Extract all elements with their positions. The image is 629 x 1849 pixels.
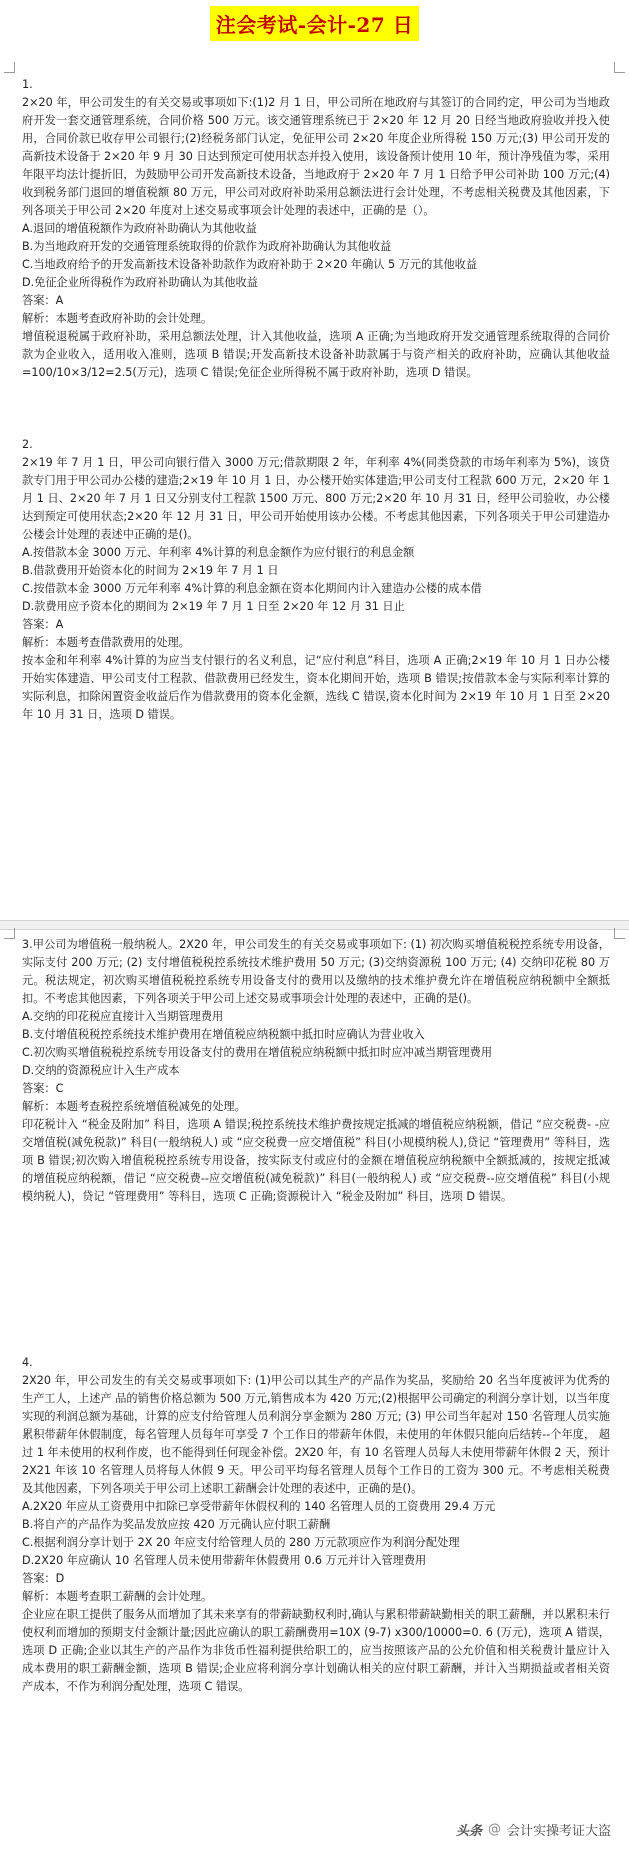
option-c: C.初次购买增值税税控系统专用设备支付的费用在增值税应纳税额中抵扣时应冲减当期管理费用 bbox=[22, 1046, 493, 1059]
analysis-title: 解析：本题考查职工薪酬的会计处理。 bbox=[22, 1590, 213, 1603]
option-b: B.将自产的产品作为奖品发放应按 420 万元确认应付职工薪酬 bbox=[22, 1518, 331, 1531]
option-a: A.退回的增值税额作为政府补助确认为其他收益 bbox=[22, 222, 257, 235]
question-stem: 2×19 年 7 月 1 日，甲公司向银行借入 3000 万元;借款期限 2 年，年利率 4%(同类贷款的市场年利率为 5%)，该贷款专门用于甲公司办公楼的建造;2×19 年 10 月 1 日，办公楼开始实体建造;甲公司支付工程款 600 万元，2×20 年 1 月 1 日、2×20 年 7 月 1 日又分别支付工程款 1500 万元、800 万元;2×20 年 10 月 31 日，经甲公司验收，办公楼达到预定可使用状态;2×20 年 12 月 31 日，甲公司开始使用该办公楼。不考虑其他因素，下列各项关于甲公司建造办公楼会计处理的表述中正确的是()。 bbox=[22, 456, 610, 541]
watermark-separator: @ bbox=[487, 1822, 501, 1837]
option-c: C.根据利润分享计划于 2X 20 年应支付给管理人员的 280 万元款项应作为利润分配处理 bbox=[22, 1536, 460, 1549]
question-number: 3. bbox=[22, 938, 33, 951]
option-b: B.借款费用开始资本化的时间为 2×19 年 7 月 1 日 bbox=[22, 564, 279, 577]
analysis-title: 解析：本题考查政府补助的会计处理。 bbox=[22, 312, 213, 325]
document-page-1 bbox=[0, 62, 629, 920]
answer: 答案：A bbox=[22, 294, 64, 307]
question-number: 4. bbox=[22, 1356, 33, 1369]
document-page-2 bbox=[0, 928, 629, 1849]
crop-mark bbox=[4, 62, 15, 73]
question-stem: 2×20 年，甲公司发生的有关交易或事项如下:(1)2 月 1 日，甲公司所在地政府与其签订的合同约定，甲公司为当地政府开发一套交通管理系统，合同价格 500 万元。该交通管理系统已于 2×20 年 12 月 20 日经当地政府验收并投入使用，合同价款已收存甲公司银行;(2)经税务部门认定，免征甲公司 2×20 年度企业所得税 150 万元;(3) 甲公司开发的高新技术设备于 2×20 年 9 月 30 日达到预定可使用状态并投入使用，该设备预计使用 10 年，预计净残值为零，采用年限平均法计提折旧，为鼓励甲公司开发高新技术设备，当地政府于 2×20 年 7 月 1 日给予甲公司补助 100 万元;(4)收到税务部门退回的增值税额 80 万元，甲公司对政府补助采用总额法进行会计处理，不考虑相关税费及其他因素，下列各项关于甲公司 2×20 年度对上述交易或事项会计处理的表述中，正确的是（）。 bbox=[22, 96, 610, 217]
question-number: 2. bbox=[22, 438, 33, 451]
analysis: 企业应在职工提供了服务从而增加了其未来享有的带薪缺勤权利时,确认与累积带薪缺勤相关的职工薪酬，并以累积未行使权利而增加的预期支付金额计量;因此应确认的职工薪酬费用=10X (9-7) x300/10000=0. 6 (万元)，选项 A 错误，选项 D 正确;企业以其生产的产品作为非货币性福利提供给职工的，应当按照该产品的公允价值和相关税费计量应计入成本费用的职工薪酬金额，选项 B 错误;企业应将利润分享计划确认相关的应付职工薪酬，并计入当期损益或者相关资产成本，不作为利润分配处理，选项 C 错误。 bbox=[22, 1608, 610, 1693]
crop-mark bbox=[4, 928, 15, 939]
question-stem: 3.甲公司为增值税一般纳税人。2X20 年，甲公司发生的有关交易或事项如下: (1) 初次购买增值税税控系统专用设备，实际支付 200 万元; (2) 支付增值税税控系统技术维护费用 50 万元; (3)交纳资源税 100 万元; (4) 交纳印花税 80 万元。税法规定，初次购买增值税税控系统专用设备支付的费用以及缴纳的技术维护费允许在增值税应纳税额中全额抵扣。不考虑其他因素，下列各项关于甲公司上述交易或事项会计处理的表述中，正确的是()。 bbox=[22, 938, 610, 1005]
crop-mark bbox=[614, 928, 625, 939]
option-a: A.2X20 年应从工资费用中扣除已享受带薪年休假权利的 140 名管理人员的工资费用 29.4 万元 bbox=[22, 1500, 496, 1513]
answer: 答案：A bbox=[22, 618, 64, 631]
option-d: D.2X20 年应确认 10 名管理人员未使用带薪年休假费用 0.6 万元并计入管理费用 bbox=[22, 1554, 427, 1567]
question-2 bbox=[22, 436, 610, 724]
answer: 答案：D bbox=[22, 1572, 65, 1585]
option-d: D.交纳的资源税应计入生产成本 bbox=[22, 1064, 180, 1077]
option-b: B.支付增值税税控系统技术维护费用在增值税应纳税额中抵扣时应确认为营业收入 bbox=[22, 1028, 425, 1041]
title-wrap bbox=[0, 6, 629, 41]
option-a: A.交纳的印花税应直接计入当期管理费用 bbox=[22, 1010, 224, 1023]
analysis-title: 解析：本题考查借款费用的处理。 bbox=[22, 636, 190, 649]
analysis: 增值税退税属于政府补助，采用总额法处理，计入其他收益，选项 A 正确;为当地政府开发交通管理系统取得的合同价款为企业收入，适用收入准则，选项 B 错误;开发高新技术设备补助款属于与资产相关的政府补助，应确认其他收益=100/10×3/12=2.5(万元)，选项 C 错误;免征企业所得税不属于政府补助，选项 D 错误。 bbox=[22, 330, 610, 379]
option-c: C.当地政府给予的开发高新技术设备补助款作为政府补助于 2×20 年确认 5 万元的其他收益 bbox=[22, 258, 478, 271]
crop-mark bbox=[614, 62, 625, 73]
watermark bbox=[456, 1820, 611, 1839]
option-c: C.按借款本金 3000 万元年利率 4%计算的利息金额在资本化期间内计入建造办公楼的成本借 bbox=[22, 582, 482, 595]
question-1 bbox=[22, 76, 610, 382]
question-4 bbox=[22, 1354, 610, 1696]
option-a: A.按借款本金 3000 万元、年利率 4%计算的利息金额作为应付银行的利息金额 bbox=[22, 546, 415, 559]
platform-logo: 头条 bbox=[455, 1824, 482, 1839]
option-d: D.款费用应予资本化的期间为 2×19 年 7 月 1 日至 2×20 年 12 月 31 日止 bbox=[22, 600, 405, 613]
analysis-title: 解析：本题考查税控系统增值税减免的处理。 bbox=[22, 1100, 246, 1113]
question-3 bbox=[22, 936, 610, 1206]
option-d: D.免征企业所得税作为政府补助确认为其他收益 bbox=[22, 276, 258, 289]
question-stem: 2X20 年，甲公司发生的有关交易或事项如下: (1)甲公司以其生产的产品作为奖品，奖励给 20 名当年度被评为优秀的生产工人，上述产 品的销售价格总额为 500 万元,销售成本为 420 万元;(2)根据甲公司确定的利润分享计划，以当年度实现的利润总额为基础，计算的应支付给管理人员利润分享金额为 280 万元; (3) 甲公司当年起对 150 名管理人员实施累积带薪年休假制度，每名管理人员每年可享受 7 个工作日的带薪年休假，未使用的年休假只能向后结转--个年度， 超过 1 年未使用的权利作废，也不能得到任何现金补偿。2X20 年，有 10 名管理人员每人未使用带薪年休假 2 天，预计 2X21 年该 10 名管理人员将每人休假 9 天。甲公司平均每名管理人员每个工作日的工资为 300 元。不考虑相关税费及其他因素，下列各项关于甲公司上述职工薪酬会计处理的表述中，正确的是()。 bbox=[22, 1374, 610, 1495]
answer: 答案：C bbox=[22, 1082, 64, 1095]
page-title: 注会考试-会计-27 日 bbox=[210, 6, 419, 41]
account-name: 会计实操考证大盗 bbox=[506, 1824, 611, 1839]
question-number: 1. bbox=[22, 78, 33, 91]
option-b: B.为当地政府开发的交通管理系统取得的价款作为政府补助确认为其他收益 bbox=[22, 240, 392, 253]
analysis: 印花税计入 “税金及附加” 科目，选项 A 错误;税控系统技术维护费按规定抵减的增值税应纳税额，借记 “应交税费- -应交增值税(减免税款)” 科目(一般纳税人) 或 “应交税费一应交增值税” 科目(小规模纳税人),贷记 “管理费用” 等科目，选项 B 错误;初次购入增值税税控系统专用设备，按实际支付或应付的金额在增值税应纳税额中全额抵减的，按规定抵减的增值税应纳税额，借记 “应交税费--应交增值税(减免税款)” 科目(一般纳税人) 或 “应交税费--应交增值税” 科目(小规模纳税人)，贷记 “管理费用” 等科目，选项 C 正确;资源税计入 “税金及附加” 科目，选项 D 错误。 bbox=[22, 1118, 610, 1203]
analysis: 按本金和年利率 4%计算的为应当支付银行的名义利息，记“应付利息”科目，选项 A 正确;2×19 年 10 月 1 日办公楼开始实体建造、甲公司支付工程款、借款费用已经发生，资本化期间开始，选项 B 错误;按借款本金与实际利率计算的实际利息，扣除闲置资金收益后作为借款费用的资本化金额，选线 C 错误,资本化时间为 2×19 年 10 月 1 日至 2×20 年 10 月 31 日，选项 D 错误。 bbox=[22, 654, 610, 721]
